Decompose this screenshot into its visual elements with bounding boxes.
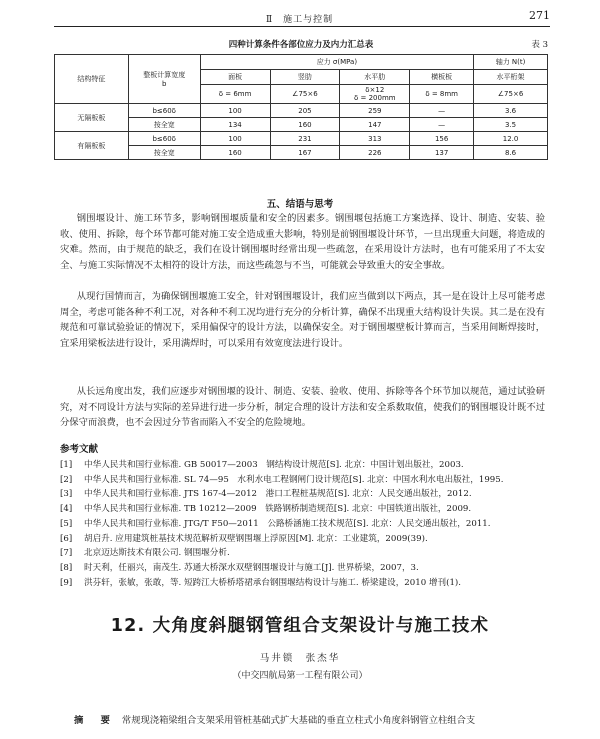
- table-caption: [54, 38, 548, 52]
- paragraph: 钢围堰设计、施工环节多，影响钢围堰质量和安全的因素多。钢围堰包括施工方案选择、设计、制造、安装、验收、使用、拆除，每个环节都可能对施工安全造成重大影响，特别是前钢围堰设计环节，一旦出现重大问题，将造成的灾难。然而，由于规范的缺乏，我们在设计钢围堰时经常出现一些疏忽，在采用设计方法时，也有可能采用了不太安全、与施工实际情况不太相符的设计方法，而这些疏忽与不当，可能就会导致重大的安全事故。: [60, 213, 545, 271]
- table-cell: —: [410, 118, 474, 132]
- table-row: [55, 132, 548, 146]
- header-width: [128, 55, 200, 104]
- spec-horizontal-truss: ∠75×6: [474, 85, 548, 104]
- row-group-label: 无隔板板: [55, 104, 129, 132]
- reference-item: [60, 532, 548, 547]
- row-width: 按全宽: [128, 118, 200, 132]
- table-cell: 259: [340, 104, 410, 118]
- table-cell: 100: [200, 132, 270, 146]
- paragraph: 从现行国情而言，为确保钢围堰施工安全，针对钢围堰设计，我们应当做到以下两点，其一是在设计上尽可能考虑周全，考虑可能各种不利工况，对各种不利工况均进行充分的分析计算，确保不出现重大结构设计失误。其二是在没有规范和可靠试验验证的情况下，采用偏保守的设计方法，以确保安全。对于钢围堰壁板计算而言，当采用间断焊接时，宜采用梁板法进行设计，采用满焊时，可以采用有效宽度法进行设计。: [60, 291, 545, 349]
- table-cell: 313: [340, 132, 410, 146]
- table-cell: 205: [270, 104, 340, 118]
- table-row: [55, 146, 548, 160]
- reference-text: 胡启升. 应用建筑桩基技术规范解析双壁钢围堰上浮原因[M]. 北京：工业建筑，2009(39).: [84, 533, 428, 544]
- spec-vertical-rib: ∠75×6: [270, 85, 340, 104]
- page-number: 271: [529, 9, 550, 22]
- reference-text: 中华人民共和国行业标准. SL 74—95 水利水电工程钢闸门设计规范[S]. 北京：中国水利水电出版社，1995.: [84, 474, 504, 485]
- part-horizontal-truss: 水平桁架: [474, 70, 548, 85]
- abstract-text: 常规现浇箱梁组合支架采用管桩基础式扩大基础的垂直立柱式小角度斜钢管立柱组合支: [121, 715, 476, 726]
- row-width: b≤60δ: [128, 132, 200, 146]
- table-cell: 137: [410, 146, 474, 160]
- article-title: 12. 大角度斜腿钢管组合支架设计与施工技术: [110, 616, 490, 636]
- reference-number: [8]: [60, 562, 73, 573]
- table-cell: 3.6: [474, 104, 548, 118]
- table-cell: 231: [270, 132, 340, 146]
- part-panel: 面板: [200, 70, 270, 85]
- references-title: 参考文献: [60, 444, 99, 455]
- spec-horizontal-rib-line1: δ×12: [365, 86, 385, 94]
- table-cell: 160: [200, 146, 270, 160]
- header-width-symbol: b: [162, 80, 167, 88]
- reference-item: [60, 502, 548, 517]
- article-affiliation: （中交四航局第一工程有限公司）: [232, 671, 368, 681]
- reference-number: [6]: [60, 533, 73, 544]
- reference-item: [60, 458, 548, 473]
- reference-item: [60, 487, 548, 502]
- reference-number: [9]: [60, 577, 73, 588]
- table-row: [55, 118, 548, 132]
- table-cell: 167: [270, 146, 340, 160]
- reference-list: [60, 458, 548, 590]
- spec-horizontal-rib-line2: δ = 200mm: [353, 94, 396, 102]
- row-group-label: 有隔板板: [55, 132, 129, 160]
- reference-text: 洪芬轩，张敏，张敢，等. 短跨江大桥桥塔裙承台钢围堰结构设计与施工. 桥梁建设，2010 增刊(1).: [84, 577, 461, 588]
- reference-item: [60, 473, 548, 488]
- reference-number: [2]: [60, 474, 73, 485]
- reference-item: [60, 517, 548, 532]
- row-width: b≤60δ: [128, 104, 200, 118]
- stress-summary-table: [54, 54, 548, 160]
- header-stress-group: 应力 σ(MPa): [200, 55, 473, 70]
- table-cell: 156: [410, 132, 474, 146]
- spec-panel: δ = 6mm: [200, 85, 270, 104]
- reference-number: [4]: [60, 504, 73, 515]
- table-cell: 100: [200, 104, 270, 118]
- section-title: 五、结语与思考: [266, 199, 334, 210]
- reference-item: [60, 546, 548, 561]
- header-width-label: 整板计算宽度: [143, 71, 186, 79]
- table-title: 四种计算条件各部位应力及内力汇总表: [228, 40, 374, 50]
- article-authors: 马井锁 张杰华: [259, 653, 341, 664]
- abstract-label: 摘 要: [74, 715, 114, 726]
- table-row: [55, 104, 548, 118]
- table-cell: —: [410, 104, 474, 118]
- reference-text: 北京迈达斯技术有限公司. 钢围堰分析.: [84, 548, 230, 559]
- table-cell: 160: [270, 118, 340, 132]
- reference-item: [60, 576, 548, 591]
- paragraph: 从长远角度出发，我们应逐步对钢围堰的设计、制造、安装、验收、使用、拆除等各个环节加以规范，通过试验研究，对不同设计方法与实际的差异进行进一步分析，制定合理的设计方法和安全系数取值，使我们的钢围堰设计既不过分保守而浪费，也不会因过分节省而陷入不安全的危险境地。: [60, 386, 545, 429]
- spec-cross-plate: δ = 8mm: [410, 85, 474, 104]
- table-cell: 226: [340, 146, 410, 160]
- row-width: 按全宽: [128, 146, 200, 160]
- reference-number: [3]: [60, 489, 73, 500]
- table-cell: 8.6: [474, 146, 548, 160]
- reference-number: [7]: [60, 548, 73, 559]
- running-header: [54, 10, 550, 27]
- header-axial-group: 轴力 N(t): [474, 55, 548, 70]
- reference-number: [5]: [60, 518, 73, 529]
- part-cross-plate: 横板板: [410, 70, 474, 85]
- abstract: [74, 712, 550, 726]
- header-structure: 结构特征: [55, 55, 129, 104]
- part-vertical-rib: 竖肋: [270, 70, 340, 85]
- reference-text: 中华人民共和国行业标准. GB 50017—2003 钢结构设计规范[S]. 北京：中国计划出版社，2003.: [84, 460, 464, 470]
- reference-number: [1]: [60, 460, 73, 470]
- part-horizontal-rib: 水平肋: [340, 70, 410, 85]
- running-header-section: Ⅱ 施工与控制: [266, 15, 334, 25]
- reference-text: 中华人民共和国行业标准. TB 10212—2009 铁路钢桥制造规范[S]. 北京：中国铁道出版社，2009.: [84, 504, 472, 515]
- table-cell: 147: [340, 118, 410, 132]
- table-cell: 134: [200, 118, 270, 132]
- reference-text: 中华人民共和国行业标准. JTG/T F50—2011 公路桥涵施工技术规范[S]. 北京：人民交通出版社，2011.: [84, 518, 491, 529]
- table-cell: 3.5: [474, 118, 548, 132]
- reference-item: [60, 561, 548, 576]
- table-number: 表 3: [531, 40, 548, 50]
- spec-horizontal-rib: [340, 85, 410, 104]
- table-cell: 12.0: [474, 132, 548, 146]
- reference-text: 中华人民共和国行业标准. JTS 167-4—2012 港口工程桩基规范[S]. 北京：人民交通出版社，2012.: [84, 489, 472, 500]
- reference-text: 时天利，任丽兴，南茂生. 苏通大桥深水双壁钢围堰设计与施工[J]. 世界桥梁，2007，3.: [84, 562, 419, 573]
